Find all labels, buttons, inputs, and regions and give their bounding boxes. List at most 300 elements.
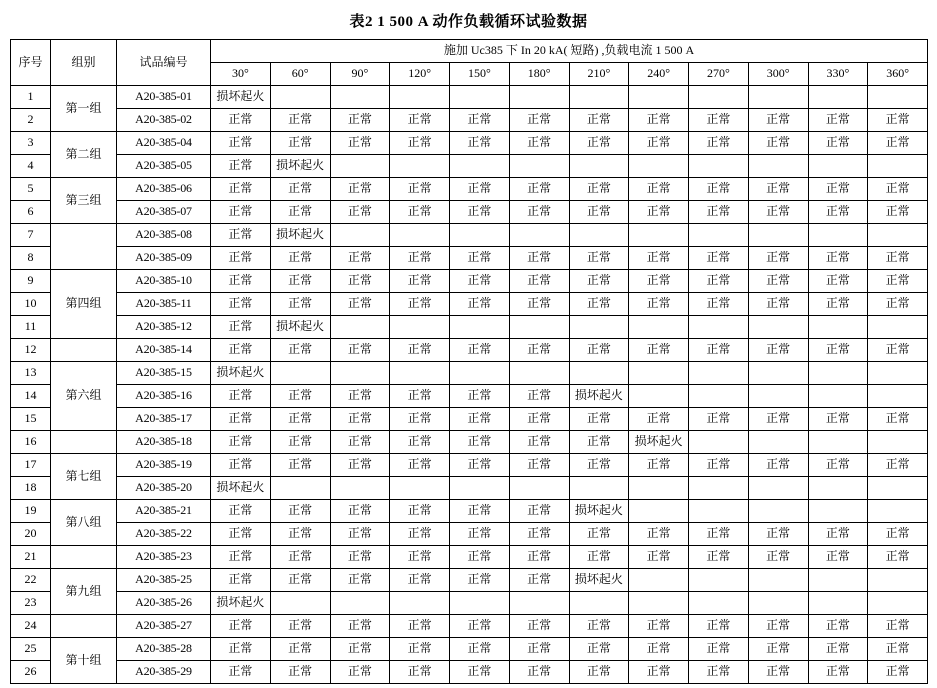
cell-result-90: 正常 [330, 201, 390, 224]
cell-result-210: 正常 [569, 201, 629, 224]
cell-result-330 [808, 569, 868, 592]
cell-result-300: 正常 [748, 201, 808, 224]
cell-result-360: 正常 [868, 293, 928, 316]
cell-result-330 [808, 477, 868, 500]
cell-result-90: 正常 [330, 178, 390, 201]
cell-result-300: 正常 [748, 132, 808, 155]
cell-result-240: 正常 [629, 546, 689, 569]
cell-result-150: 正常 [450, 132, 510, 155]
cell-result-330: 正常 [808, 201, 868, 224]
cell-group: 第一组 [51, 86, 117, 132]
header-angle-240: 240° [629, 63, 689, 86]
cell-group: 第三组 [51, 178, 117, 224]
cell-sample-id: A20-385-07 [117, 201, 211, 224]
cell-result-90 [330, 224, 390, 247]
table-row [11, 86, 928, 109]
cell-result-240: 正常 [629, 661, 689, 684]
cell-result-270 [689, 224, 749, 247]
cell-result-300 [748, 431, 808, 454]
cell-result-300: 正常 [748, 546, 808, 569]
table-row [11, 454, 928, 477]
cell-seq: 21 [11, 546, 51, 569]
cell-result-270 [689, 155, 749, 178]
cell-result-210: 正常 [569, 523, 629, 546]
cell-seq: 12 [11, 339, 51, 362]
cell-result-300: 正常 [748, 293, 808, 316]
cell-seq: 17 [11, 454, 51, 477]
cell-result-360: 正常 [868, 638, 928, 661]
cell-seq: 7 [11, 224, 51, 247]
cell-result-120 [390, 224, 450, 247]
cell-result-120: 正常 [390, 454, 450, 477]
cell-seq: 13 [11, 362, 51, 385]
cell-result-90: 正常 [330, 431, 390, 454]
cell-result-60: 正常 [270, 523, 330, 546]
cell-seq: 24 [11, 615, 51, 638]
cell-result-330: 正常 [808, 293, 868, 316]
cell-group: 第二组 [51, 132, 117, 178]
cell-result-240 [629, 592, 689, 615]
cell-result-120: 正常 [390, 178, 450, 201]
cell-result-360 [868, 431, 928, 454]
cell-seq: 26 [11, 661, 51, 684]
table-row [11, 316, 928, 339]
cell-result-300 [748, 569, 808, 592]
cell-result-210: 正常 [569, 615, 629, 638]
table-row [11, 408, 928, 431]
cell-result-210 [569, 316, 629, 339]
table-row [11, 638, 928, 661]
cell-result-270 [689, 500, 749, 523]
cell-result-90: 正常 [330, 661, 390, 684]
cell-result-60: 正常 [270, 178, 330, 201]
cell-result-60: 正常 [270, 109, 330, 132]
cell-result-240: 正常 [629, 523, 689, 546]
cell-result-60: 正常 [270, 661, 330, 684]
cell-result-90 [330, 86, 390, 109]
cell-result-330: 正常 [808, 247, 868, 270]
table-row [11, 224, 928, 247]
cell-result-90: 正常 [330, 523, 390, 546]
cell-result-360: 正常 [868, 178, 928, 201]
header-angle-270: 270° [689, 63, 749, 86]
cell-result-120: 正常 [390, 661, 450, 684]
cell-result-30: 损坏起火 [211, 362, 271, 385]
table-row [11, 293, 928, 316]
cell-result-270: 正常 [689, 109, 749, 132]
cell-result-60: 损坏起火 [270, 155, 330, 178]
cell-result-60: 正常 [270, 247, 330, 270]
cell-result-270: 正常 [689, 638, 749, 661]
cell-result-270: 正常 [689, 339, 749, 362]
cell-seq: 23 [11, 592, 51, 615]
cell-result-270 [689, 362, 749, 385]
cell-seq: 11 [11, 316, 51, 339]
cell-result-150: 正常 [450, 615, 510, 638]
cell-result-180: 正常 [509, 661, 569, 684]
cell-result-60 [270, 592, 330, 615]
cell-sample-id: A20-385-10 [117, 270, 211, 293]
cell-result-150 [450, 224, 510, 247]
cell-result-330 [808, 431, 868, 454]
cell-result-60 [270, 477, 330, 500]
cell-result-360 [868, 224, 928, 247]
cell-result-180: 正常 [509, 569, 569, 592]
cell-result-180: 正常 [509, 615, 569, 638]
cell-sample-id: A20-385-15 [117, 362, 211, 385]
cell-result-90: 正常 [330, 385, 390, 408]
cell-result-300 [748, 316, 808, 339]
cell-result-360 [868, 500, 928, 523]
cell-result-90: 正常 [330, 569, 390, 592]
cell-result-210: 正常 [569, 661, 629, 684]
cell-result-90: 正常 [330, 615, 390, 638]
cell-seq: 1 [11, 86, 51, 109]
cell-seq: 10 [11, 293, 51, 316]
cell-group: 第六组 [51, 362, 117, 431]
cell-result-270: 正常 [689, 201, 749, 224]
cell-result-270: 正常 [689, 247, 749, 270]
cell-result-30: 正常 [211, 247, 271, 270]
cell-sample-id: A20-385-19 [117, 454, 211, 477]
cell-result-180: 正常 [509, 385, 569, 408]
cell-result-150: 正常 [450, 109, 510, 132]
cell-result-240: 正常 [629, 132, 689, 155]
cell-result-270: 正常 [689, 661, 749, 684]
cell-seq: 5 [11, 178, 51, 201]
cell-result-300 [748, 224, 808, 247]
cell-result-300: 正常 [748, 178, 808, 201]
cell-result-30: 正常 [211, 270, 271, 293]
header-angle-330: 330° [808, 63, 868, 86]
cell-sample-id: A20-385-04 [117, 132, 211, 155]
cell-result-180 [509, 316, 569, 339]
cell-sample-id: A20-385-12 [117, 316, 211, 339]
cell-result-60: 正常 [270, 638, 330, 661]
cell-result-180 [509, 592, 569, 615]
cell-result-240: 正常 [629, 270, 689, 293]
cell-result-120: 正常 [390, 132, 450, 155]
cell-result-330 [808, 155, 868, 178]
cell-result-60: 正常 [270, 431, 330, 454]
cell-result-150: 正常 [450, 270, 510, 293]
cell-result-120: 正常 [390, 247, 450, 270]
cell-result-330 [808, 500, 868, 523]
cell-sample-id: A20-385-25 [117, 569, 211, 592]
cell-result-240: 损坏起火 [629, 431, 689, 454]
cell-result-360: 正常 [868, 454, 928, 477]
cell-result-180: 正常 [509, 201, 569, 224]
cell-group [51, 546, 117, 569]
header-condition: 施加 Uc385 下 In 20 kA( 短路) ,负载电流 1 500 A [211, 40, 928, 63]
cell-result-240 [629, 316, 689, 339]
cell-result-210: 正常 [569, 178, 629, 201]
cell-result-90 [330, 316, 390, 339]
cell-result-360 [868, 569, 928, 592]
cell-group [51, 339, 117, 362]
cell-sample-id: A20-385-27 [117, 615, 211, 638]
cell-result-180: 正常 [509, 132, 569, 155]
cell-result-210 [569, 477, 629, 500]
cell-result-210: 正常 [569, 270, 629, 293]
cell-result-180 [509, 86, 569, 109]
cell-result-180: 正常 [509, 109, 569, 132]
cell-seq: 25 [11, 638, 51, 661]
cell-seq: 6 [11, 201, 51, 224]
cell-result-330: 正常 [808, 454, 868, 477]
cell-result-330 [808, 224, 868, 247]
cell-result-30: 正常 [211, 316, 271, 339]
table-row [11, 546, 928, 569]
cell-result-120: 正常 [390, 523, 450, 546]
cell-result-30: 正常 [211, 132, 271, 155]
cell-result-60: 正常 [270, 385, 330, 408]
cell-result-120: 正常 [390, 500, 450, 523]
cell-result-120: 正常 [390, 201, 450, 224]
cell-result-300: 正常 [748, 247, 808, 270]
cell-result-360: 正常 [868, 270, 928, 293]
cell-result-240: 正常 [629, 293, 689, 316]
cell-result-210: 损坏起火 [569, 385, 629, 408]
cell-result-270 [689, 592, 749, 615]
cell-group: 第四组 [51, 270, 117, 339]
table-row [11, 477, 928, 500]
cell-result-330 [808, 592, 868, 615]
cell-result-30: 正常 [211, 339, 271, 362]
cell-sample-id: A20-385-02 [117, 109, 211, 132]
cell-result-360 [868, 592, 928, 615]
cell-result-270 [689, 86, 749, 109]
cell-sample-id: A20-385-26 [117, 592, 211, 615]
cell-result-330: 正常 [808, 661, 868, 684]
table-row [11, 270, 928, 293]
cell-group: 第十组 [51, 638, 117, 684]
cell-result-210: 损坏起火 [569, 500, 629, 523]
cell-result-300: 正常 [748, 408, 808, 431]
cell-sample-id: A20-385-11 [117, 293, 211, 316]
cell-result-210 [569, 86, 629, 109]
cell-result-360 [868, 316, 928, 339]
cell-result-90: 正常 [330, 132, 390, 155]
cell-result-30: 正常 [211, 408, 271, 431]
cell-sample-id: A20-385-09 [117, 247, 211, 270]
cell-result-150: 正常 [450, 431, 510, 454]
cell-result-240: 正常 [629, 178, 689, 201]
cell-result-210: 正常 [569, 247, 629, 270]
cell-result-60: 正常 [270, 132, 330, 155]
cell-result-60: 正常 [270, 339, 330, 362]
cell-result-150 [450, 592, 510, 615]
cell-result-90 [330, 477, 390, 500]
cell-result-60: 正常 [270, 454, 330, 477]
cell-result-120: 正常 [390, 109, 450, 132]
cell-result-240 [629, 500, 689, 523]
cell-result-300: 正常 [748, 661, 808, 684]
cell-result-120: 正常 [390, 569, 450, 592]
cell-result-180: 正常 [509, 339, 569, 362]
cell-result-360: 正常 [868, 546, 928, 569]
cell-result-300 [748, 362, 808, 385]
cell-result-360: 正常 [868, 109, 928, 132]
cell-group: 第七组 [51, 454, 117, 500]
cell-result-330: 正常 [808, 408, 868, 431]
cell-result-360 [868, 86, 928, 109]
cell-result-150: 正常 [450, 408, 510, 431]
cell-result-120: 正常 [390, 293, 450, 316]
cell-result-180: 正常 [509, 247, 569, 270]
cell-result-30: 正常 [211, 546, 271, 569]
cell-result-240: 正常 [629, 615, 689, 638]
cell-result-330 [808, 362, 868, 385]
cell-result-300 [748, 155, 808, 178]
cell-result-270 [689, 477, 749, 500]
cell-result-60: 正常 [270, 500, 330, 523]
cell-sample-id: A20-385-23 [117, 546, 211, 569]
table-row [11, 385, 928, 408]
cell-group [51, 615, 117, 638]
table-row [11, 615, 928, 638]
cell-result-300: 正常 [748, 615, 808, 638]
cell-result-270 [689, 316, 749, 339]
cell-seq: 3 [11, 132, 51, 155]
cell-result-330 [808, 86, 868, 109]
cell-result-120 [390, 477, 450, 500]
cell-result-270 [689, 385, 749, 408]
cell-result-180: 正常 [509, 293, 569, 316]
cell-result-60 [270, 362, 330, 385]
cell-result-300 [748, 477, 808, 500]
cell-result-30: 正常 [211, 109, 271, 132]
cell-result-360 [868, 477, 928, 500]
cell-result-30: 正常 [211, 201, 271, 224]
cell-sample-id: A20-385-17 [117, 408, 211, 431]
cell-seq: 20 [11, 523, 51, 546]
cell-result-300 [748, 592, 808, 615]
cell-seq: 9 [11, 270, 51, 293]
header-angle-360: 360° [868, 63, 928, 86]
cell-result-120: 正常 [390, 339, 450, 362]
cell-result-180: 正常 [509, 454, 569, 477]
cell-result-180 [509, 477, 569, 500]
cell-result-120 [390, 86, 450, 109]
cell-result-90: 正常 [330, 546, 390, 569]
cell-result-210 [569, 155, 629, 178]
cell-result-210: 正常 [569, 339, 629, 362]
cell-result-60: 正常 [270, 569, 330, 592]
table-row [11, 178, 928, 201]
cell-sample-id: A20-385-14 [117, 339, 211, 362]
cell-result-90: 正常 [330, 247, 390, 270]
cell-result-90: 正常 [330, 339, 390, 362]
cell-result-60: 正常 [270, 408, 330, 431]
cell-result-30: 正常 [211, 523, 271, 546]
cell-result-360 [868, 155, 928, 178]
cell-result-150 [450, 86, 510, 109]
cell-result-210: 正常 [569, 109, 629, 132]
cell-result-150: 正常 [450, 546, 510, 569]
load-cycle-test-data-table [10, 39, 928, 684]
table-row [11, 661, 928, 684]
cell-result-60: 正常 [270, 546, 330, 569]
cell-group: 第八组 [51, 500, 117, 546]
cell-sample-id: A20-385-28 [117, 638, 211, 661]
cell-result-180: 正常 [509, 408, 569, 431]
header-seq: 序号 [11, 40, 51, 86]
cell-result-240: 正常 [629, 339, 689, 362]
header-angle-210: 210° [569, 63, 629, 86]
cell-result-360: 正常 [868, 615, 928, 638]
cell-result-150 [450, 316, 510, 339]
cell-result-30: 正常 [211, 431, 271, 454]
cell-result-60 [270, 86, 330, 109]
cell-result-90 [330, 155, 390, 178]
cell-seq: 8 [11, 247, 51, 270]
cell-result-240 [629, 569, 689, 592]
cell-seq: 19 [11, 500, 51, 523]
cell-result-180: 正常 [509, 546, 569, 569]
cell-group [51, 224, 117, 270]
header-row-top [11, 40, 928, 63]
cell-result-30: 损坏起火 [211, 592, 271, 615]
cell-result-240 [629, 224, 689, 247]
cell-result-330: 正常 [808, 339, 868, 362]
cell-seq: 18 [11, 477, 51, 500]
cell-result-360: 正常 [868, 132, 928, 155]
cell-result-150 [450, 477, 510, 500]
cell-result-120: 正常 [390, 431, 450, 454]
cell-result-60: 正常 [270, 270, 330, 293]
cell-result-270: 正常 [689, 454, 749, 477]
cell-result-240: 正常 [629, 408, 689, 431]
cell-result-30: 损坏起火 [211, 477, 271, 500]
cell-result-270: 正常 [689, 408, 749, 431]
cell-result-360 [868, 362, 928, 385]
cell-result-60: 正常 [270, 293, 330, 316]
header-angle-300: 300° [748, 63, 808, 86]
cell-result-30: 正常 [211, 569, 271, 592]
table-row [11, 431, 928, 454]
cell-result-30: 正常 [211, 155, 271, 178]
cell-result-330: 正常 [808, 523, 868, 546]
cell-result-90: 正常 [330, 109, 390, 132]
cell-result-120 [390, 155, 450, 178]
cell-result-330 [808, 316, 868, 339]
table-row [11, 592, 928, 615]
header-sample: 试品编号 [117, 40, 211, 86]
table-body [11, 86, 928, 684]
cell-group [51, 431, 117, 454]
cell-result-330: 正常 [808, 615, 868, 638]
cell-result-180 [509, 224, 569, 247]
cell-result-360: 正常 [868, 523, 928, 546]
cell-result-210: 正常 [569, 454, 629, 477]
cell-seq: 15 [11, 408, 51, 431]
cell-result-300: 正常 [748, 454, 808, 477]
cell-result-240 [629, 86, 689, 109]
cell-result-90: 正常 [330, 454, 390, 477]
cell-result-270: 正常 [689, 615, 749, 638]
cell-result-120 [390, 316, 450, 339]
cell-result-270: 正常 [689, 132, 749, 155]
cell-result-300: 正常 [748, 270, 808, 293]
cell-result-30: 正常 [211, 500, 271, 523]
cell-result-150: 正常 [450, 569, 510, 592]
cell-result-210: 正常 [569, 638, 629, 661]
cell-result-120: 正常 [390, 270, 450, 293]
header-angle-180: 180° [509, 63, 569, 86]
cell-result-30: 正常 [211, 178, 271, 201]
cell-result-180 [509, 155, 569, 178]
